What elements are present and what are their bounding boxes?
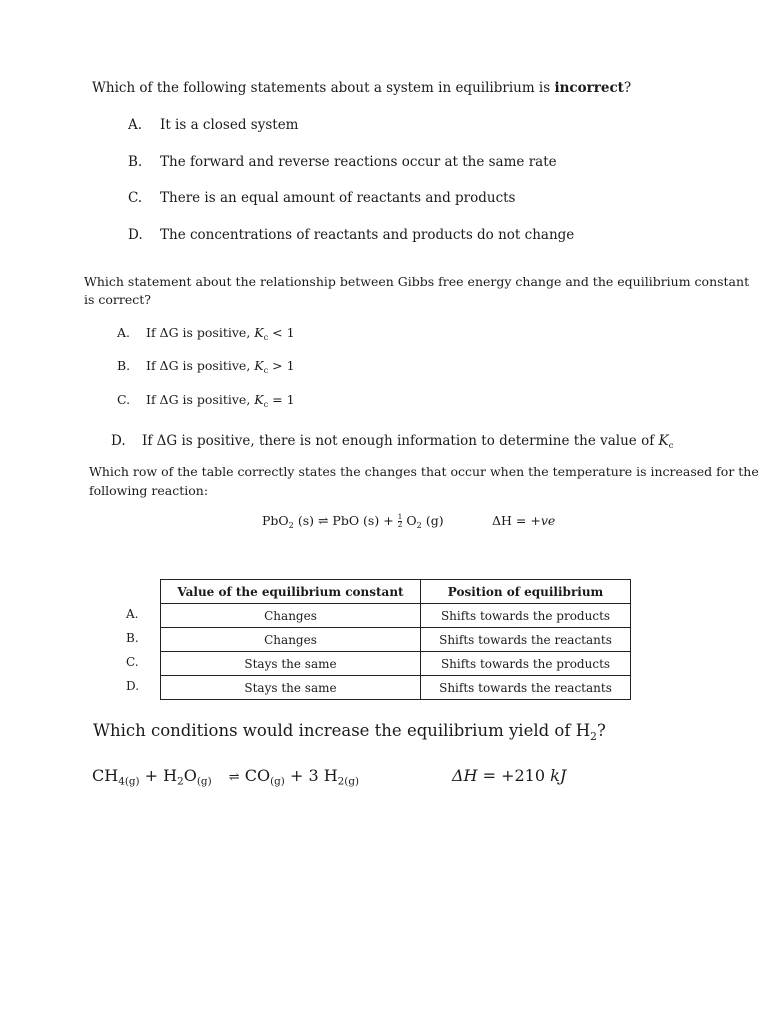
q2-stem-line2: is correct? (84, 292, 151, 307)
q1-option-d: D. The concentrations of reactants and products do not change (128, 227, 575, 243)
q2-option-b: B. If ΔG is positive, $K_c > 1$ (117, 358, 295, 375)
table-cell-k: Stays the same (161, 652, 421, 676)
table-cell-k: Changes (161, 604, 421, 628)
q3-answer-table (160, 579, 631, 700)
table-row (161, 652, 631, 676)
q2-option-a: A. If ΔG is positive, $K_c < 1$ (117, 325, 295, 342)
q3-enthalpy: ΔH = +ve (492, 513, 556, 528)
q3-equation: PbO$_2$ (s) ⇌ PbO (s) + $\frac{1}{2}$ $O_2$ (g) (262, 512, 444, 530)
table-header-position: Position of equilibrium (421, 580, 631, 604)
table-row (161, 604, 631, 628)
table-cell-position: Shifts towards the products (421, 652, 631, 676)
table-cell-position: Shifts towards the products (421, 604, 631, 628)
one-half-fraction: $\frac{1}{2}$ (397, 512, 403, 529)
table-row (161, 676, 631, 700)
q1-option-a: A. It is a closed system (128, 117, 299, 133)
q1-option-b: B. The forward and reverse reactions occur at the same rate (128, 154, 557, 170)
equilibrium-arrow-icon: ⇌ (228, 770, 240, 785)
q4-enthalpy: ΔH = +210 kJ (452, 766, 567, 785)
table-cell-position: Shifts towards the reactants (421, 628, 631, 652)
q2-option-c: C. If ΔG is positive, $K_c = 1$ (117, 392, 295, 409)
q3-stem-line1: Which row of the table correctly states the changes that occur when the temperature is increased for the (89, 464, 759, 479)
q1-stem: Which of the following statements about a system in equilibrium is incorrect? (92, 80, 632, 96)
table-header-row (161, 580, 631, 604)
q2-option-d: D. If ΔG is positive, there is not enough information to determine the value of $K_c$ (111, 433, 674, 452)
equilibrium-arrow-icon: ⇌ (317, 513, 329, 528)
table-cell-k: Changes (161, 628, 421, 652)
table-row-label-a: A. (126, 607, 139, 621)
q4-equation: $CH_{4(g)} + H_2O_{(g)}$ ⇌ $CO_{(g)} + 3$ $H_{2(g)}$ (92, 766, 360, 788)
table-header-k: Value of the equilibrium constant (161, 580, 421, 604)
table-cell-k: Stays the same (161, 676, 421, 700)
table-row-label-b: B. (126, 631, 139, 645)
table-cell-position: Shifts towards the reactants (421, 676, 631, 700)
q3-stem-line2: following reaction: (89, 483, 209, 498)
table-row (161, 628, 631, 652)
table-row-label-c: C. (126, 655, 139, 669)
table-row-label-d: D. (126, 679, 140, 693)
q2-stem-line1: Which statement about the relationship between Gibbs free energy change and the equilibrium constant (84, 274, 750, 289)
q4-stem: Which conditions would increase the equilibrium yield of $H_2$? (93, 721, 606, 743)
q1-option-c: C. There is an equal amount of reactants and products (128, 190, 516, 206)
